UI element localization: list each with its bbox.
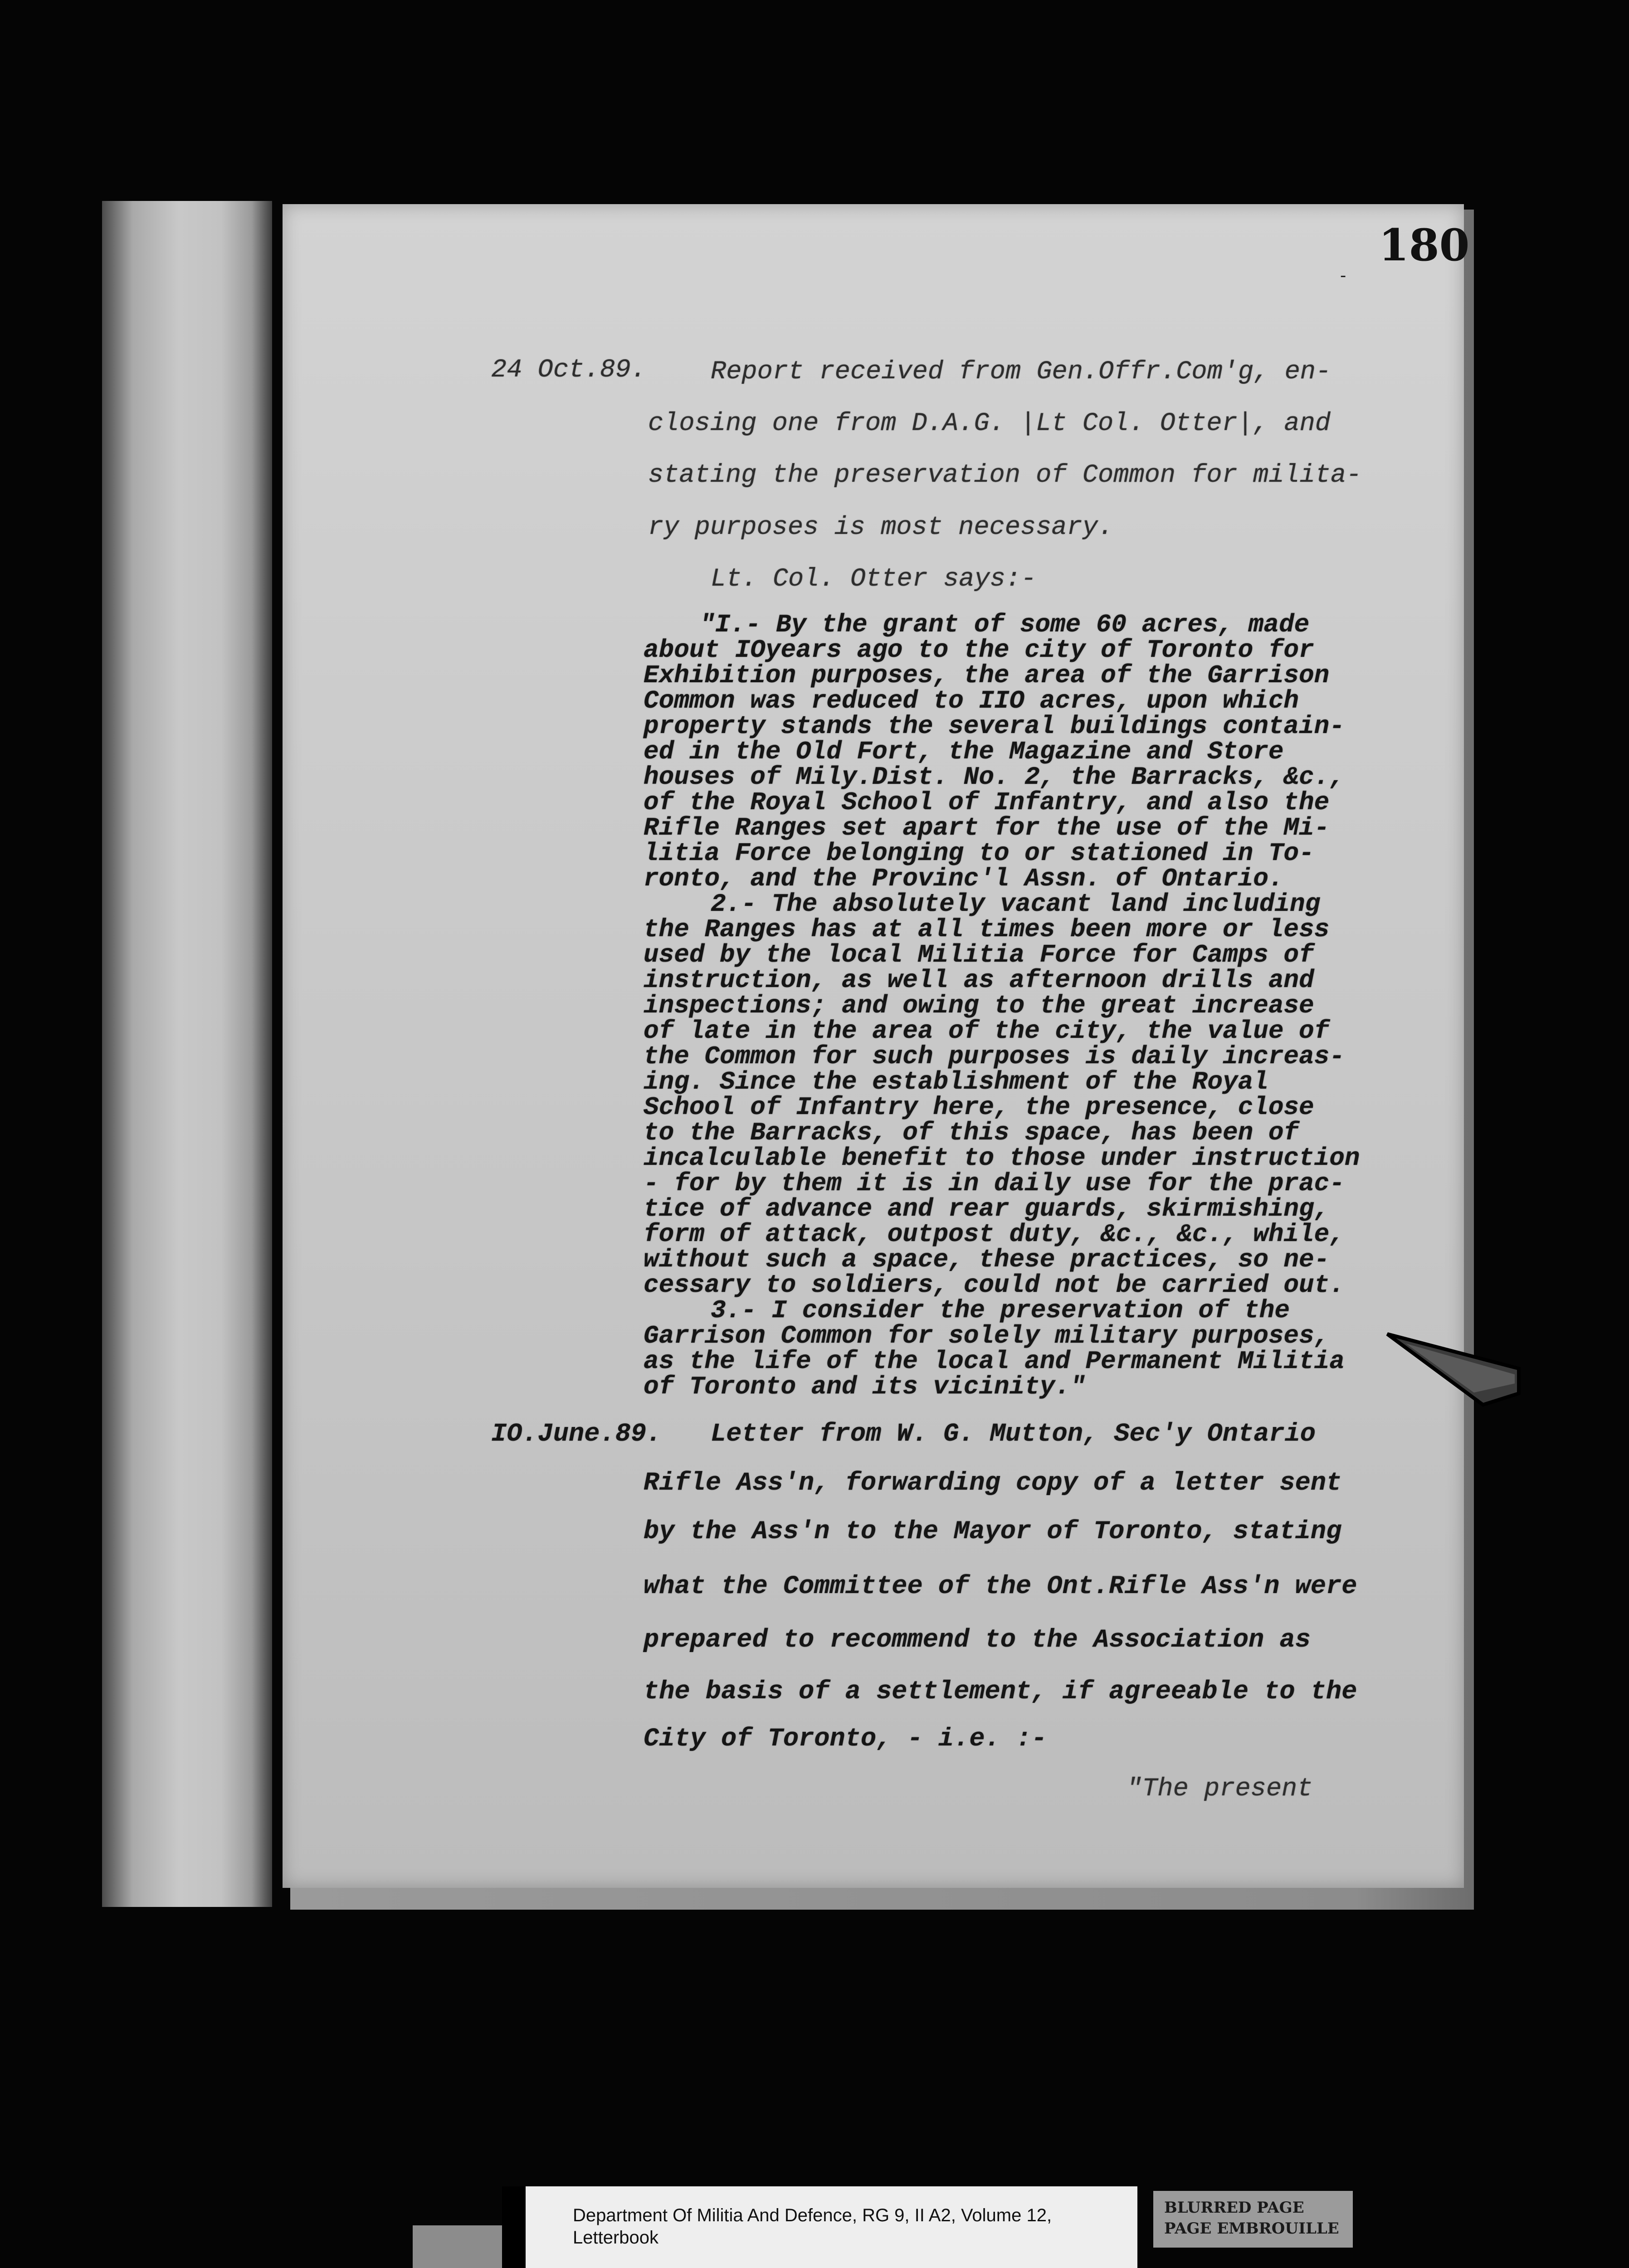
quote-line: tice of advance and rear guards, skirmishing,: [644, 1194, 1330, 1223]
quote-line: 2.- The absolutely vacant land including: [711, 890, 1321, 919]
quote-line: property stands the several buildings contain-: [644, 712, 1345, 741]
quote-line: ing. Since the establishment of the Royal: [644, 1067, 1268, 1096]
archive-label-line: Department Of Militia And Defence, RG 9, II A2, Volume 12,: [573, 2205, 1052, 2225]
page-number: 180: [1379, 220, 1470, 271]
entry-2-line: what the Committee of the Ont.Rifle Ass'n were: [644, 1572, 1357, 1601]
quote-line: litia Force belonging to or stationed in To-: [644, 839, 1314, 868]
blurred-notice-line: PAGE EMBROUILLE: [1164, 2219, 1339, 2238]
quote-line: Common was reduced to IIO acres, upon which: [644, 686, 1299, 715]
archive-reference-label: [526, 2186, 1137, 2268]
entry-1-line: ry purposes is most necessary.: [648, 513, 1114, 542]
quote-line: instruction, as well as afternoon drills and: [644, 966, 1314, 995]
quote-line: without such a space, these practices, so ne-: [644, 1245, 1330, 1274]
quote-line: of Toronto and its vicinity.": [644, 1372, 1086, 1401]
quoted-report: [644, 612, 1360, 1399]
quote-line: as the life of the local and Permanent Militia: [644, 1347, 1345, 1376]
left-page-edge: [102, 201, 272, 1907]
quote-line: ronto, and the Provinc'l Assn. of Ontario.: [644, 864, 1284, 893]
entry-1-says: Lt. Col. Otter says:-: [711, 565, 1037, 594]
quote-line: of the Royal School of Infantry, and also the: [644, 788, 1330, 817]
quote-line: incalculable benefit to those under instruction: [644, 1144, 1360, 1173]
blurred-page-notice: [1153, 2191, 1353, 2248]
quote-line: form of attack, outpost duty, &c., &c., while,: [644, 1220, 1345, 1249]
quote-line: - for by them it is in daily use for the prac-: [644, 1169, 1345, 1198]
entry-2-line: by the Ass'n to the Mayor of Toronto, stating: [644, 1517, 1342, 1546]
quote-line: Garrison Common for solely military purposes,: [644, 1321, 1330, 1350]
label-black-bar: [502, 2186, 526, 2268]
quote-line: "I.- By the grant of some 60 acres, made: [700, 610, 1310, 639]
quote-line: inspections; and owing to the great increase: [644, 991, 1314, 1020]
entry-1-line: closing one from D.A.G. |Lt Col. Otter|, and: [648, 409, 1331, 438]
entry-2-line: the basis of a settlement, if agreeable to the: [644, 1677, 1357, 1706]
entry-2-line: Rifle Ass'n, forwarding copy of a letter sent: [644, 1469, 1342, 1498]
pencil-tip: [1379, 1315, 1524, 1411]
quote-line: of late in the area of the city, the value of: [644, 1017, 1330, 1046]
quote-line: houses of Mily.Dist. No. 2, the Barracks, &c.,: [644, 763, 1345, 792]
entry-2-first-line: Letter from W. G. Mutton, Sec'y Ontario: [711, 1420, 1316, 1449]
entry-1-line: stating the preservation of Common for milita-: [648, 461, 1362, 490]
entry-2-line: City of Toronto, - i.e. :-: [644, 1725, 1047, 1754]
quote-line: cessary to soldiers, could not be carried out.: [644, 1271, 1345, 1300]
quote-line: School of Infantry here, the presence, close: [644, 1093, 1314, 1122]
blurred-notice-line: BLURRED PAGE: [1164, 2199, 1304, 2217]
quote-line: about IOyears ago to the city of Toronto for: [644, 635, 1314, 665]
entry-1-date: 24 Oct.89.: [491, 356, 647, 385]
quote-line: the Common for such purposes is daily increas-: [644, 1042, 1345, 1071]
quote-line: Exhibition purposes, the area of the Garrison: [644, 661, 1330, 690]
quote-line: to the Barracks, of this space, has been of: [644, 1118, 1299, 1147]
quote-line: used by the local Militia Force for Camps of: [644, 940, 1314, 969]
quote-line: ed in the Old Fort, the Magazine and Store: [644, 737, 1284, 766]
archive-label-line: Letterbook: [573, 2228, 659, 2248]
quote-line: the Ranges has at all times been more or less: [644, 915, 1330, 944]
entry-1-first-line: Report received from Gen.Offr.Com'g, en-: [711, 357, 1331, 386]
page-mark: -: [1340, 265, 1346, 285]
entry-2-date: IO.June.89.: [491, 1420, 662, 1449]
entry-2-line: prepared to recommend to the Association as: [644, 1626, 1311, 1655]
catchword: "The present: [1127, 1774, 1313, 1804]
quote-line: Rifle Ranges set apart for the use of the Mi-: [644, 813, 1330, 842]
quote-line: 3.- I consider the preservation of the: [711, 1296, 1290, 1325]
